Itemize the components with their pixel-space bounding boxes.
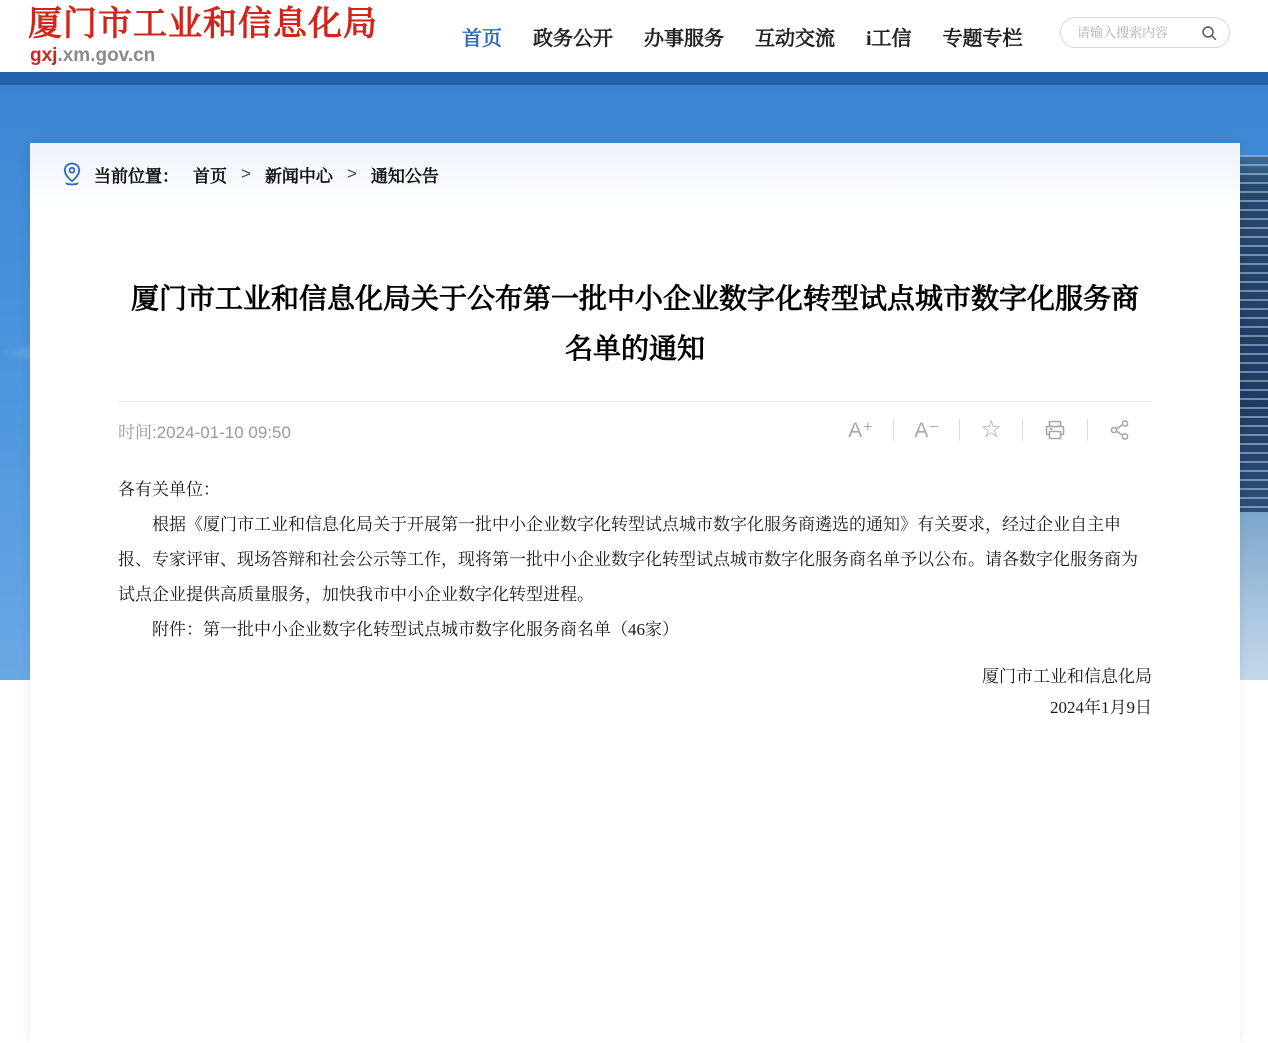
nav-item-gov-info[interactable]: 政务公开 (533, 27, 613, 50)
breadcrumb-item-news-center[interactable]: 新闻中心 (264, 166, 333, 186)
font-increase-button[interactable]: A⁺ (828, 418, 893, 443)
share-icon (1108, 418, 1132, 442)
article-toolbar (828, 418, 1152, 443)
site-logo-url (28, 45, 378, 67)
site-logo-title: 厦门市工业和信息化局 (28, 6, 378, 43)
banner-building-right (1240, 155, 1268, 680)
breadcrumb-item-notices[interactable]: 通知公告 (370, 166, 439, 186)
search-icon[interactable] (1201, 25, 1217, 41)
article-body (118, 472, 1152, 647)
font-decrease-button[interactable]: A⁻ (894, 418, 959, 443)
breadcrumb-item-home[interactable]: 首页 (193, 166, 227, 186)
logo-url-rest: .xm.gov.cn (57, 45, 156, 66)
content-card (30, 143, 1240, 1043)
printer-icon (1043, 418, 1067, 442)
nav-item-home[interactable]: 首页 (462, 27, 502, 50)
body-paragraph: 根据《厦门市工业和信息化局关于开展第一批中小企业数字化转型试点城市数字化服务商遴选的通知》有关要求，经过企业自主申报、专家评审、现场答辩和社会公示等工作，现将第一批中小企业数字化转型试点城市数字化服务商名单予以公布。请各数字化服务商为试点企业提供高质量服务，加快我市中小企业数字化转型进程。 (118, 515, 1138, 604)
site-header (0, 0, 1268, 72)
salutation-paragraph: 各有关单位： (118, 480, 220, 499)
breadcrumb-label: 当前位置： (94, 166, 179, 186)
location-pin-icon (62, 162, 82, 186)
logo-url-accent: gxj (30, 45, 58, 66)
search-input[interactable] (1077, 25, 1201, 40)
header-divider-bar (0, 72, 1268, 85)
nav-item-interaction[interactable]: 互动交流 (755, 27, 835, 50)
breadcrumb (94, 162, 439, 187)
nav-item-igongxin[interactable]: i工信 (866, 27, 912, 50)
breadcrumb-bar (30, 143, 1240, 205)
breadcrumb-separator: > (241, 164, 251, 183)
signature-org: 厦门市工业和信息化局 (982, 667, 1152, 686)
star-icon: ☆ (980, 416, 1002, 443)
banner-building-base (1240, 512, 1268, 680)
site-logo[interactable] (28, 5, 378, 67)
publish-time: 时间:2024-01-10 09:50 (118, 422, 291, 442)
signature-block (118, 661, 1152, 723)
article-content (30, 275, 1240, 723)
banner-cityscape-left (0, 137, 30, 680)
hero-banner-image (0, 85, 1268, 717)
print-button[interactable] (1023, 418, 1087, 442)
nav-item-services[interactable]: 办事服务 (644, 27, 724, 50)
favorite-button[interactable] (960, 418, 1022, 442)
main-nav (462, 0, 1023, 72)
article-title: 厦门市工业和信息化局关于公布第一批中小企业数字化转型试点城市数字化服务商名单的通知 (130, 284, 1139, 365)
search-box[interactable] (1060, 17, 1230, 48)
signature-date: 2024年1月9日 (1050, 698, 1152, 717)
article-meta-row (118, 402, 1152, 458)
share-button[interactable] (1088, 418, 1152, 442)
breadcrumb-separator: > (346, 164, 357, 183)
attachment-line[interactable]: 附件：第一批中小企业数字化转型试点城市数字化服务商名单（46家） (152, 620, 679, 639)
banner-building-facade (1240, 155, 1268, 512)
nav-item-special-topics[interactable]: 专题专栏 (942, 27, 1023, 50)
